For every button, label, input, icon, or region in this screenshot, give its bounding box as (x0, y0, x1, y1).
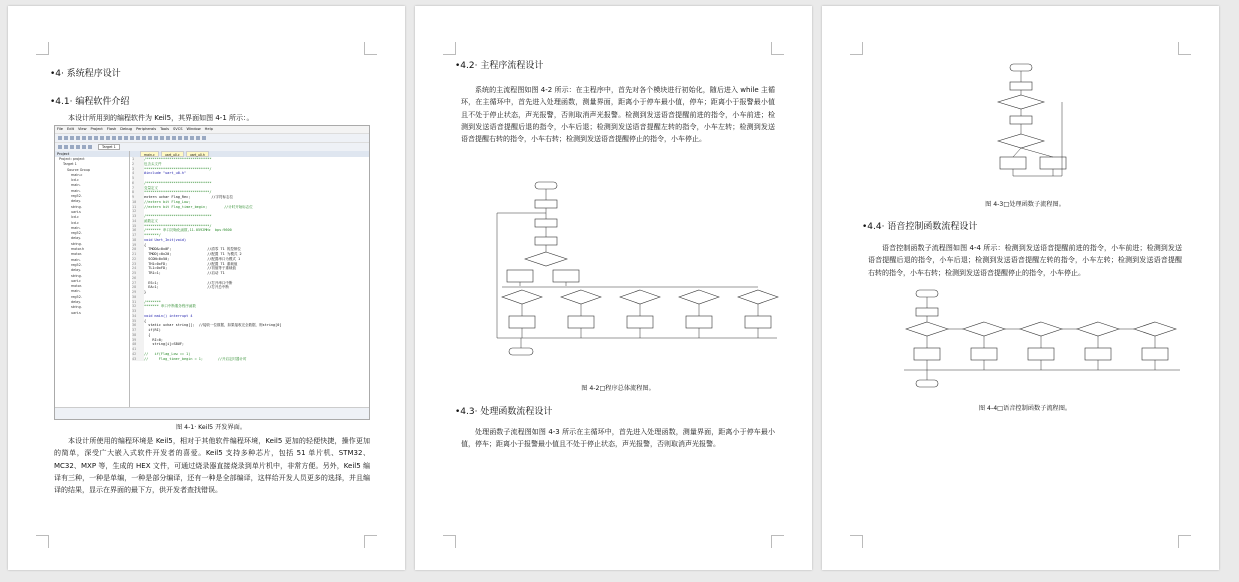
line-number: 24 (132, 266, 144, 271)
project-tree-item[interactable]: main. (71, 188, 81, 193)
code-line (132, 357, 369, 362)
code-text: /******************************* (144, 180, 212, 185)
heading-4-4: •4.4· 语音控制函数流程设计 (862, 222, 978, 232)
corner-mark (364, 42, 377, 55)
project-tree-item[interactable]: lcd.c (71, 215, 79, 220)
editor-tab[interactable]: main.c (140, 151, 159, 157)
corner-mark (771, 42, 784, 55)
code-text: /******* (144, 299, 161, 304)
project-panel (55, 151, 130, 407)
figure-4-1-caption: 图 4-1· Keil5 开发界面。 (175, 424, 247, 431)
status-bar (55, 407, 369, 419)
project-tree-item[interactable]: reg52. (71, 194, 82, 199)
line-number: 10 (132, 200, 144, 205)
menu-item[interactable]: View (77, 127, 87, 131)
project-tree-item[interactable]: string. (71, 204, 82, 209)
code-text: /******************************* (144, 214, 212, 218)
project-tree-item[interactable]: Target 1 (63, 162, 77, 167)
project-tree-item[interactable]: string. (71, 273, 82, 278)
code-text: // if(Flag_Low == 1) (144, 351, 191, 356)
project-tree-item[interactable]: motor. (71, 284, 82, 289)
keil-toolbar (55, 134, 369, 143)
line-number: 14 (132, 219, 144, 224)
main-flow-paragraph: 系统的主流程图如图 4-2 所示：在主程序中，首先对各个模块进行初始化，随后进入 while 主循环，在主循环中，首先进入处理函数，测量界面，距离小于停车最小值，停车；距离小于报警最小值且不处于停止状态，声光报警，否则取消声光报警。检测到发送语音提醒前进的指令，小车前进；检测到发送语音提醒后退的指令，小车后退；检测到发送语音提醒左转的指令，小车左转；检测到发送语音提醒右转的指令，小车右转；检测到发送语音提醒停止的指令，小车停止。 (461, 86, 775, 144)
code-text: *******/ (144, 233, 161, 237)
target-select: Target 1 (98, 144, 120, 150)
line-number: 11 (132, 205, 144, 210)
project-tree-item[interactable]: delay. (71, 236, 81, 241)
code-text: extern uchar Flag_Rec; //字符标志位 (144, 195, 234, 199)
line-number: 29 (132, 290, 144, 295)
line-number: 22 (132, 257, 144, 262)
document-page-3 (822, 6, 1219, 570)
heading-4-3: •4.3· 处理函数流程设计 (455, 407, 553, 417)
menu-item[interactable]: File (57, 127, 64, 131)
project-tree-item[interactable]: lcd.c (71, 178, 79, 183)
code-text: TMOD|=0x20; //配置 T1 为模式 2 (144, 252, 242, 256)
code-text: void main() interrupt 4 (144, 313, 193, 318)
code-text: //extern bit Flag_timer_begin; //计时开始标志位 (144, 204, 253, 209)
line-number: 12 (132, 209, 144, 214)
voice-control-flowchart (896, 288, 1186, 393)
project-tree (55, 157, 129, 316)
menu-item[interactable]: Debug (120, 127, 133, 131)
code-text: /******* 串口初始化函数,11.0592MHz bps:9600 (144, 228, 232, 233)
project-tree-item[interactable]: delay. (71, 300, 81, 305)
code-text: string[i]=SBUF; (144, 342, 185, 347)
process-function-paragraph: 处理函数子流程图如图 4-3 所示在主循环中，首先进入处理函数，测量界面，距离小于停车最小值，停车；距离小于报警最小值且不处于停止状态，声光报警，否则取消声光报警。 (461, 428, 775, 449)
line-number: 5 (132, 176, 144, 181)
code-text: ES=1; //打开串口中断 (144, 280, 233, 285)
code-text: #include "uart_u0.h" (144, 171, 187, 176)
line-number: 37 (132, 328, 144, 333)
corner-mark (850, 42, 863, 55)
menu-item[interactable]: Edit (67, 127, 74, 131)
menu-item[interactable]: Peripherals (136, 127, 157, 131)
line-number: 25 (132, 271, 144, 276)
code-text: //extern bit Flag_Low; (144, 199, 191, 204)
line-number: 23 (132, 262, 144, 267)
code-text: EA=1; //打开总中断 (144, 285, 229, 290)
project-panel-header: Project (55, 151, 129, 157)
line-number: 33 (132, 309, 144, 314)
corner-mark (443, 535, 456, 548)
menu-item[interactable]: SVCS (172, 127, 183, 131)
line-number: 38 (132, 333, 144, 338)
code-text: 函数定义 (144, 218, 158, 223)
line-number: 31 (132, 300, 144, 305)
corner-mark (36, 535, 49, 548)
project-tree-item[interactable]: main. (71, 225, 81, 230)
keil-menu-bar (55, 126, 369, 134)
line-number: 40 (132, 342, 144, 347)
code-text: 变量定义 (144, 185, 158, 190)
heading-section-4: •4· 系统程序设计 (50, 69, 121, 79)
line-number: 3 (132, 167, 144, 172)
project-tree-item[interactable]: delay. (71, 199, 81, 204)
line-number: 13 (132, 214, 144, 219)
heading-4-2: •4.2· 主程序流程设计 (455, 61, 544, 71)
code-text: *******************************/ (144, 166, 212, 171)
line-number: 4 (132, 171, 144, 176)
code-text: 包含头文件 (144, 161, 162, 166)
menu-item[interactable]: Tools (160, 127, 169, 131)
voice-control-paragraph: 语音控制函数子流程图如图 4-4 所示：检测到发送语音提醒前进的指令，小车前进；检测到发送语音提醒后退的指令，小车后退；检测到发送语音提醒左转的指令，小车左转；检测到发送语音提醒右转的指令，小车右转；检测到发送语音提醒停止的指令，小车停止。 (868, 244, 1182, 277)
code-text: *******************************/ (144, 190, 212, 195)
line-number: 35 (132, 319, 144, 324)
line-number: 43 (132, 357, 144, 362)
project-tree-item[interactable]: reg52. (71, 294, 82, 299)
project-tree-item[interactable]: uart.s (71, 310, 81, 315)
code-area (130, 157, 369, 361)
document-page-1 (8, 6, 405, 570)
code-text: /******************************* (144, 157, 212, 161)
code-text: TMOD&=0x0F; //清零 T1 的控制位 (144, 247, 241, 252)
corner-mark (36, 42, 49, 55)
project-tree-item[interactable]: motor. (71, 252, 82, 257)
code-editor (130, 151, 369, 407)
line-number: 26 (132, 276, 144, 281)
line-number: 19 (132, 243, 144, 248)
corner-mark (443, 42, 456, 55)
project-tree-item[interactable]: Project: project (59, 157, 85, 161)
project-tree-item[interactable]: string. (71, 305, 82, 310)
project-tree-item[interactable]: lcd.c (71, 220, 79, 225)
line-number: 34 (132, 314, 144, 319)
line-number: 41 (132, 347, 144, 352)
menu-item[interactable]: Window (186, 127, 201, 131)
line-number: 27 (132, 281, 144, 286)
code-text: static uchar string[]; //接收一位数据，如果接收完全数据，则string[0] (144, 323, 282, 328)
figure-4-3-caption: 图 4-3□处理函数子流程图。 (985, 201, 1065, 208)
code-text: TH1=0xFD; //配置 T1 重载值 (144, 261, 238, 266)
code-text: SCON=0x50; //配置串口为模式 1 (144, 256, 241, 261)
line-number: 16 (132, 228, 144, 233)
line-number: 6 (132, 181, 144, 186)
corner-mark (1178, 42, 1191, 55)
project-tree-item[interactable]: Source Group (67, 167, 91, 172)
corner-mark (771, 535, 784, 548)
line-number: 42 (132, 352, 144, 357)
line-number: 17 (132, 233, 144, 238)
line-number: 8 (132, 190, 144, 195)
line-number: 18 (132, 238, 144, 243)
corner-mark (364, 535, 377, 548)
process-function-flowchart (992, 62, 1092, 192)
line-number: 2 (132, 162, 144, 167)
menu-item[interactable]: Flash (106, 127, 117, 131)
code-text: ******* 串口中断服务程序函数 (144, 304, 196, 309)
code-text: { (144, 318, 147, 323)
line-number: 7 (132, 186, 144, 191)
editor-tab[interactable]: uart_u0.h (186, 151, 209, 157)
figure-4-4-caption: 图 4-4□语音控制函数子流程图。 (978, 405, 1072, 412)
menu-item[interactable]: Project (90, 127, 103, 131)
document-page-2 (415, 6, 812, 570)
line-number: 30 (132, 295, 144, 300)
project-tree-item[interactable]: reg52. (71, 262, 82, 267)
project-tree-item[interactable]: main. (71, 289, 81, 294)
code-text: // Flag_timer_begin = 1; //开启定时器计时 (144, 356, 247, 361)
project-tree-item[interactable]: main. (71, 257, 81, 262)
line-number: 20 (132, 247, 144, 252)
project-tree-item[interactable]: main. (71, 183, 81, 188)
code-text: *******************************/ (144, 223, 212, 228)
line-number: 36 (132, 323, 144, 328)
corner-mark (850, 535, 863, 548)
line-number: 1 (132, 157, 144, 162)
line-number: 28 (132, 285, 144, 290)
project-tree-item[interactable]: string. (71, 241, 82, 246)
line-number: 9 (132, 195, 144, 200)
keil5-screenshot (54, 125, 370, 420)
code-text: } (144, 290, 147, 294)
editor-tab[interactable]: uart_u0.c (161, 151, 184, 157)
project-tree-item[interactable]: main.c (71, 172, 83, 177)
project-tree-item[interactable]: uart.c (71, 278, 81, 283)
project-tree-item[interactable]: delay. (71, 268, 81, 273)
code-text: { (144, 332, 151, 337)
project-tree-item[interactable]: motor.h (71, 247, 85, 252)
line-number: 32 (132, 304, 144, 309)
code-text: if(RI) (144, 328, 161, 332)
line-number: 15 (132, 224, 144, 229)
heading-4-1: •4.1· 编程软件介绍 (50, 97, 130, 107)
menu-item[interactable]: Help (204, 127, 213, 131)
project-tree-item[interactable]: reg52. (71, 231, 82, 236)
keil5-description-paragraph: 本设计所使用的编程环境是 Keil5，相对于其他软件编程环境，Keil5 更加的轻便快捷，操作更加的简单，深受广大嵌入式软件开发者的喜爱。Keil5 支持多种芯片，包括 51 单片机、STM32、MC32、MXP 等，生成的 HEX 文件，可通过烧录器直接烧录到单片机中，非常方便。另外，Keil5 编译有三种，一种是单编，一种是部分编译，还有一种是全部编译，这样给开发人员更多的选择，并且编译的结果，显示在界面的最下方，供开发者查找错误。 (54, 437, 370, 495)
corner-mark (1178, 535, 1191, 548)
figure-4-2-caption: 图 4-2□程序总体流程图。 (581, 385, 655, 392)
intro-paragraph: 本设计所用到的编程软件为 Keil5，其界面如图 4-1 所示：。 (68, 114, 254, 122)
main-program-flowchart (487, 178, 783, 360)
project-tree-item[interactable]: uart.s (71, 209, 81, 214)
line-number: 21 (132, 252, 144, 257)
code-text: TL1=0xFD; //初值等于重载值 (144, 266, 236, 271)
code-text: TR1=1; //启动 T1 (144, 271, 225, 275)
code-text: RI=0; (144, 337, 163, 342)
code-text: void Uart_Init(void) (144, 237, 187, 242)
code-text: { (144, 242, 147, 247)
line-number: 39 (132, 338, 144, 343)
